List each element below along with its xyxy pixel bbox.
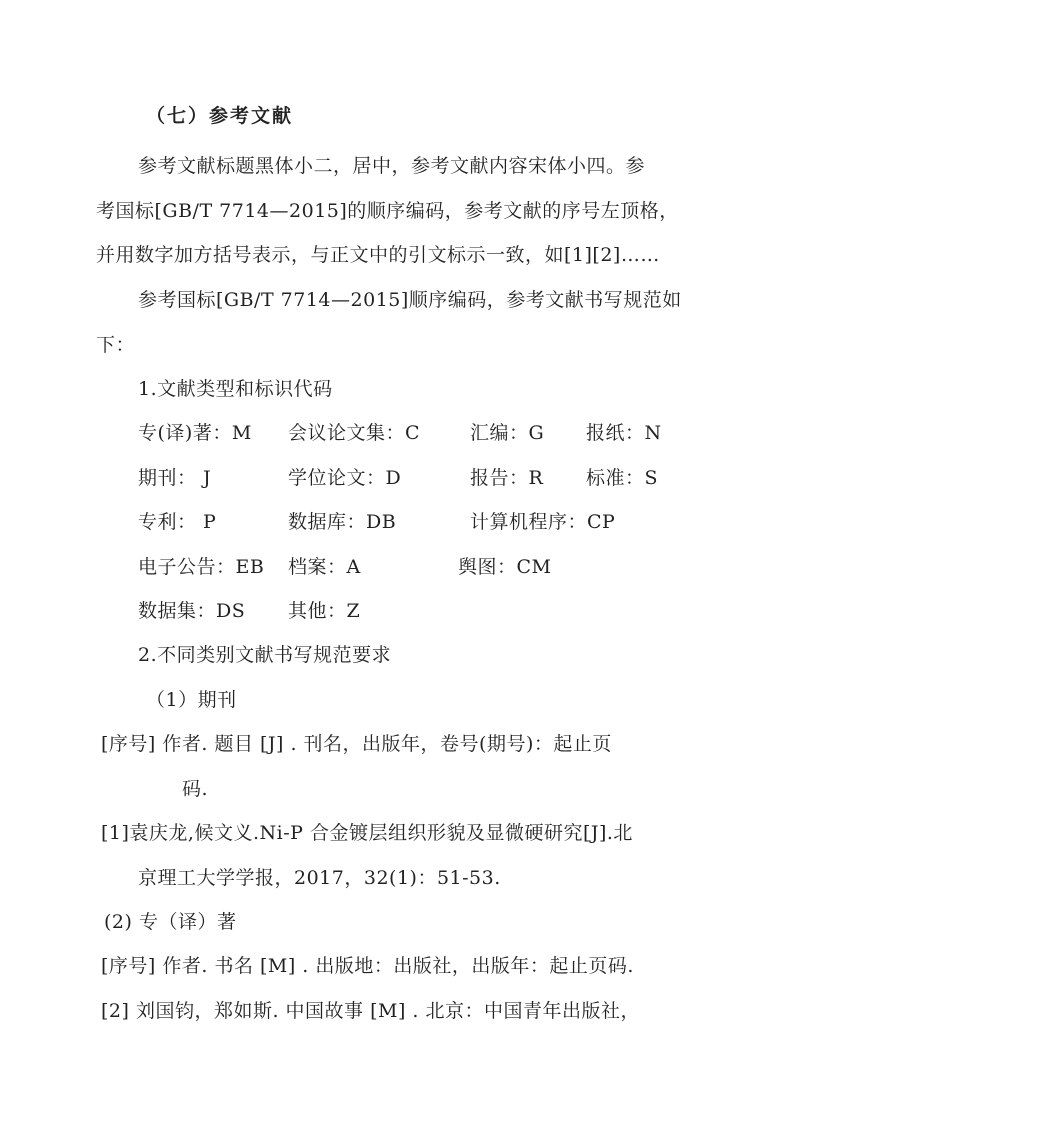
intro-line-5: 下： (96, 334, 136, 356)
journal-example-line-2: 京理工大学学报，2017，32(1)：51-53. (138, 867, 501, 889)
type-cell: 专利： P (138, 511, 217, 533)
monograph-format-line-1: [序号] 作者. 书名 [M] . 出版地：出版社，出版年：起止页码. (101, 955, 634, 977)
type-cell: 数据库：DB (288, 511, 397, 533)
norms-title: 2.不同类别文献书写规范要求 (138, 644, 392, 666)
intro-line-4: 参考国标[GB/T 7714—2015]顺序编码，参考文献书写规范如 (138, 289, 682, 311)
type-cell: 报纸：N (586, 422, 662, 444)
type-cell: 标准：S (586, 467, 659, 489)
journal-format-line-1: [序号] 作者. 题目 [J] . 刊名，出版年，卷号(期号)：起止页 (101, 733, 612, 755)
journal-title: （1）期刊 (146, 689, 237, 711)
type-cell: 会议论文集：C (288, 422, 421, 444)
type-cell: 汇编：G (470, 422, 545, 444)
type-cell: 数据集：DS (138, 600, 246, 622)
intro-line-3: 并用数字加方括号表示，与正文中的引文标示一致，如[1][2]…… (96, 244, 660, 266)
journal-example-line-1: [1]袁庆龙,候文义.Ni-P 合金镀层组织形貌及显微硬研究[J].北 (101, 822, 633, 844)
monograph-title: (2) 专（译）著 (104, 911, 237, 933)
journal-format-line-2: 码. (182, 778, 209, 800)
type-cell: 学位论文：D (288, 467, 402, 489)
type-cell: 舆图：CM (458, 556, 552, 578)
type-cell: 期刊： J (138, 467, 212, 489)
monograph-example-line-1: [2] 刘国钧，郑如斯. 中国故事 [M] . 北京：中国青年出版社， (101, 1000, 640, 1022)
intro-line-1: 参考文献标题黑体小二，居中，参考文献内容宋体小四。参 (138, 155, 646, 177)
types-title: 1.文献类型和标识代码 (138, 378, 333, 400)
type-cell: 档案：A (288, 556, 361, 578)
section-heading: （七）参考文献 (146, 105, 294, 127)
intro-line-2: 考国标[GB/T 7714—2015]的顺序编码，参考文献的序号左顶格， (96, 200, 679, 222)
type-cell: 计算机程序：CP (470, 511, 616, 533)
type-cell: 电子公告：EB (138, 556, 265, 578)
type-cell: 专(译)著：M (138, 422, 252, 444)
type-cell: 报告：R (470, 467, 544, 489)
type-cell: 其他：Z (288, 600, 361, 622)
